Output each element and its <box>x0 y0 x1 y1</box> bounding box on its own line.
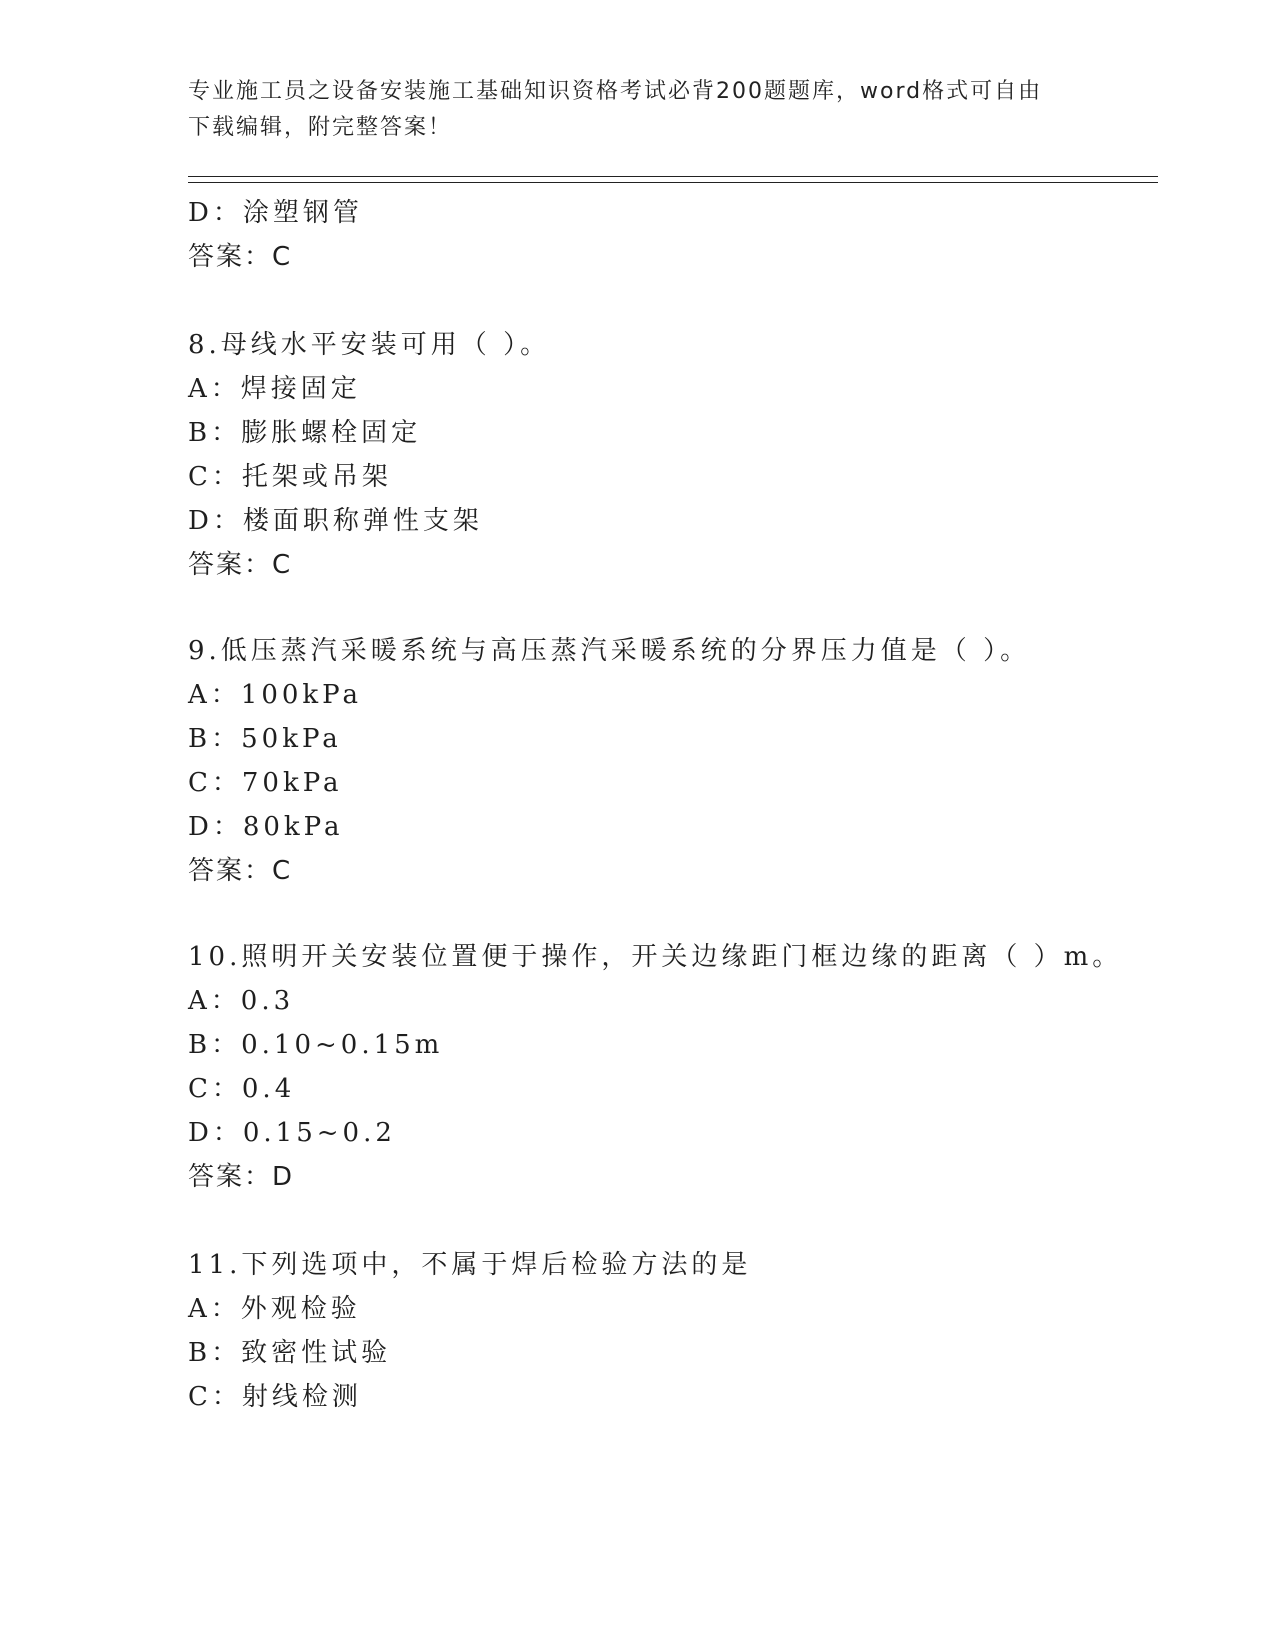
question-9-option-c: C：70kPa <box>188 768 343 798</box>
question-9-option-a: A：100kPa <box>188 680 362 710</box>
question-11-stem: 11.下列选项中，不属于焊后检验方法的是 <box>188 1250 752 1280</box>
question-9-option-b: B：50kPa <box>188 724 342 754</box>
prev-option-d: D：涂塑钢管 <box>188 198 363 228</box>
prev-answer: 答案：C <box>188 242 293 272</box>
document-header <box>188 74 1088 146</box>
header-divider-bottom <box>188 182 1158 183</box>
question-8-option-d: D：楼面职称弹性支架 <box>188 506 483 536</box>
question-10-stem: 10.照明开关安装位置便于操作，开关边缘距门框边缘的距离（ ）m。 <box>188 942 1123 972</box>
question-8-answer: 答案：C <box>188 550 293 580</box>
question-11-option-a: A：外观检验 <box>188 1294 361 1324</box>
question-10-option-a: A：0.3 <box>188 986 295 1016</box>
question-11-option-c: C：射线检测 <box>188 1382 362 1412</box>
header-divider-top <box>188 176 1158 177</box>
question-9-option-d: D：80kPa <box>188 812 344 842</box>
question-10-answer: 答案：D <box>188 1162 295 1192</box>
question-10-option-c: C：0.4 <box>188 1074 296 1104</box>
question-10-option-b: B：0.10~0.15m <box>188 1030 444 1060</box>
question-8-stem: 8.母线水平安装可用（ ）。 <box>188 330 551 360</box>
question-8-option-b: B：膨胀螺栓固定 <box>188 418 422 448</box>
question-11-option-b: B：致密性试验 <box>188 1338 392 1368</box>
question-8-option-a: A：焊接固定 <box>188 374 361 404</box>
question-10-option-d: D：0.15~0.2 <box>188 1118 396 1148</box>
question-8-option-c: C：托架或吊架 <box>188 462 392 492</box>
header-line-1: 专业施工员之设备安装施工基础知识资格考试必背200题题库，word格式可自由 <box>188 79 1043 104</box>
question-9-stem: 9.低压蒸汽采暖系统与高压蒸汽采暖系统的分界压力值是（ ）。 <box>188 636 1031 666</box>
header-line-2: 下载编辑，附完整答案！ <box>188 115 453 140</box>
question-9-answer: 答案：C <box>188 856 293 886</box>
